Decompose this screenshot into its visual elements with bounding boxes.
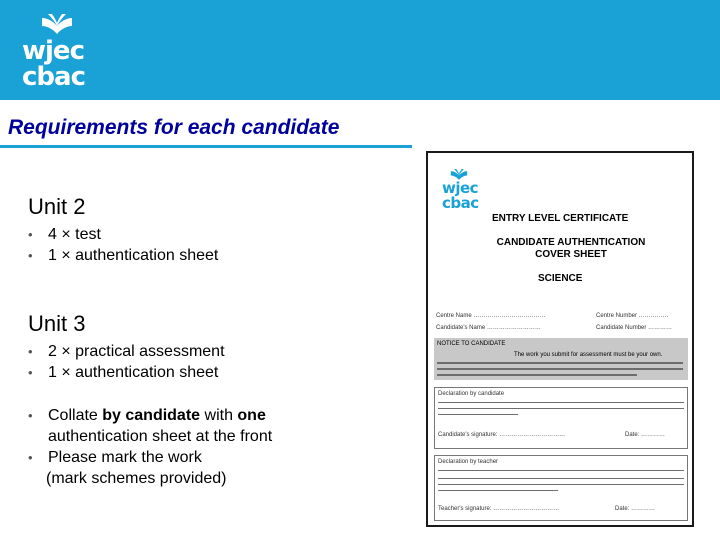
candidate-number-field: Candidate Number ………… [596,325,673,331]
centre-name-field: Centre Name ……………………………… [436,313,546,319]
list-item-collate: • Collate by candidate with one authentication sheet at the front [28,407,273,445]
logo-text-cbac: cbac [22,62,85,92]
header-bar [0,0,720,100]
candidate-name-field: Candidate's Name ……………………… [436,325,541,331]
list-item: • 1 × authentication sheet [28,364,219,381]
unit2-list [28,224,218,266]
mark-schemes-note: (mark schemes provided) [46,470,227,487]
centre-number-field: Centre Number …………… [596,313,669,319]
list-item-mark: • Please mark the work [28,449,202,466]
notes-list [28,405,272,468]
teacher-declaration-box: Declaration by teacher Teacher's signature: …………………………… Date: ………… [434,455,688,521]
doc-logo: wjec cbac [442,179,479,212]
cover-sheet-image [426,151,694,527]
book-icon [42,14,72,36]
notice-box: NOTICE TO CANDIDATE The work you submit for assessment must be your own. [434,338,688,380]
unit3-list [28,341,225,383]
list-item: • 2 × practical assessment [28,343,225,360]
wjec-logo [18,14,88,92]
doc-heading: ENTRY LEVEL CERTIFICATE [492,213,629,224]
unit3-heading: Unit 3 [28,311,86,336]
logo-text-wjec: wjec [22,36,84,66]
unit2-heading: Unit 2 [28,194,86,219]
title-underline [0,145,412,148]
list-item: • 1 × authentication sheet [28,247,219,264]
candidate-declaration-box: Declaration by candidate Candidate's signature: …………………………… Date: ………… [434,387,688,449]
doc-subheading: CANDIDATE AUTHENTICATION COVER SHEET [496,237,646,260]
list-item: • 4 × test [28,226,101,243]
doc-subject: SCIENCE [538,273,583,284]
slide-title: Requirements for each candidate [8,116,340,139]
